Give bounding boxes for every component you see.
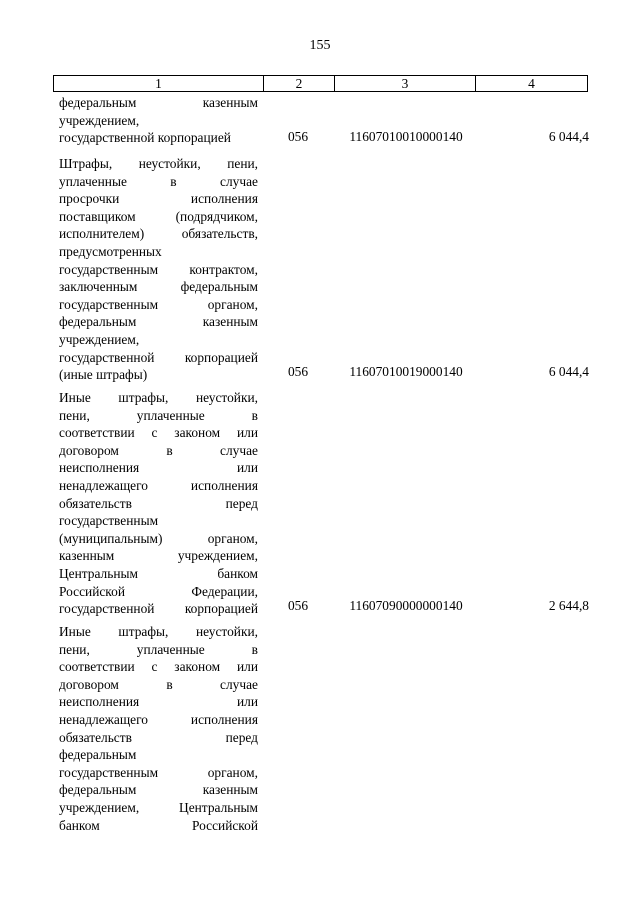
description-line: государственной корпорацией (59, 130, 231, 146)
description-line: федеральным (59, 747, 137, 763)
table-row-description (59, 155, 258, 384)
table-cell-amount: 6 044,4 (548, 129, 589, 144)
description-line: обязательств перед (59, 729, 258, 745)
description-line: обязательств перед (59, 495, 258, 511)
table-header-col-1: 1 (54, 76, 264, 91)
description-line: предусмотренных (59, 243, 162, 259)
table-header-row (53, 75, 588, 92)
description-line: государственным органом, (59, 764, 258, 780)
description-line: Российской Федерации, (59, 583, 258, 599)
table-cell-code: 056 (287, 598, 309, 613)
description-line: исполнителем) обязательств, (59, 226, 258, 242)
table-cell-amount: 2 644,8 (548, 598, 589, 613)
table-header-col-4: 4 (528, 76, 535, 91)
description-line: федеральным казенным (59, 782, 258, 798)
description-line: банком Российской (59, 817, 258, 833)
description-line: заключенным федеральным (59, 279, 258, 295)
description-line: федеральным казенным (59, 314, 258, 330)
description-line: федеральным казенным (59, 95, 258, 110)
description-line: (иные штрафы) (59, 367, 148, 383)
description-line: государственным контрактом, (59, 261, 258, 277)
description-line: ненадлежащего исполнения (59, 711, 258, 727)
table-row-description (59, 94, 258, 147)
description-line: договором в случае (59, 676, 258, 692)
description-line: Центральным банком (59, 565, 258, 581)
description-line: учреждением, Центральным (59, 799, 258, 815)
table-header-col-2: 2 (264, 76, 335, 91)
description-line: пени, уплаченные в (59, 641, 258, 657)
table-cell-code: 056 (287, 364, 309, 379)
table-cell-code: 056 (287, 129, 309, 144)
table-header-col-3: 3 (335, 76, 476, 91)
description-line: договором в случае (59, 442, 258, 458)
description-line: неисполнения или (59, 694, 258, 710)
description-line: Штрафы, неустойки, пени, (59, 156, 258, 171)
description-line: поставщиком (подрядчиком, (59, 208, 258, 224)
description-line: государственной корпорацией (59, 349, 258, 365)
page-number: 155 (309, 38, 331, 53)
description-line: ненадлежащего исполнения (59, 477, 258, 493)
description-line: государственным органом, (59, 296, 258, 312)
table-cell-kbk: 11607090000000140 (349, 598, 463, 613)
description-line: учреждением, (59, 112, 140, 128)
description-line: казенным учреждением, (59, 548, 258, 564)
description-line: неисполнения или (59, 460, 258, 476)
table-cell-amount: 6 044,4 (548, 364, 589, 379)
description-line: Иные штрафы, неустойки, (59, 624, 258, 639)
table-cell-kbk: 11607010010000140 (349, 129, 463, 144)
description-line: соответствии с законом или (59, 425, 258, 441)
description-line: государственной корпорацией (59, 601, 258, 617)
description-line: Иные штрафы, неустойки, (59, 390, 258, 405)
table-row-description (59, 389, 258, 618)
table-cell-kbk: 11607010019000140 (349, 364, 463, 379)
description-line: учреждением, (59, 331, 140, 347)
table-row-description (59, 623, 258, 834)
description-line: просрочки исполнения (59, 191, 258, 207)
description-line: (муниципальным) органом, (59, 530, 258, 546)
description-line: уплаченные в случае (59, 173, 258, 189)
description-line: пени, уплаченные в (59, 407, 258, 423)
description-line: соответствии с законом или (59, 659, 258, 675)
description-line: государственным (59, 513, 159, 529)
